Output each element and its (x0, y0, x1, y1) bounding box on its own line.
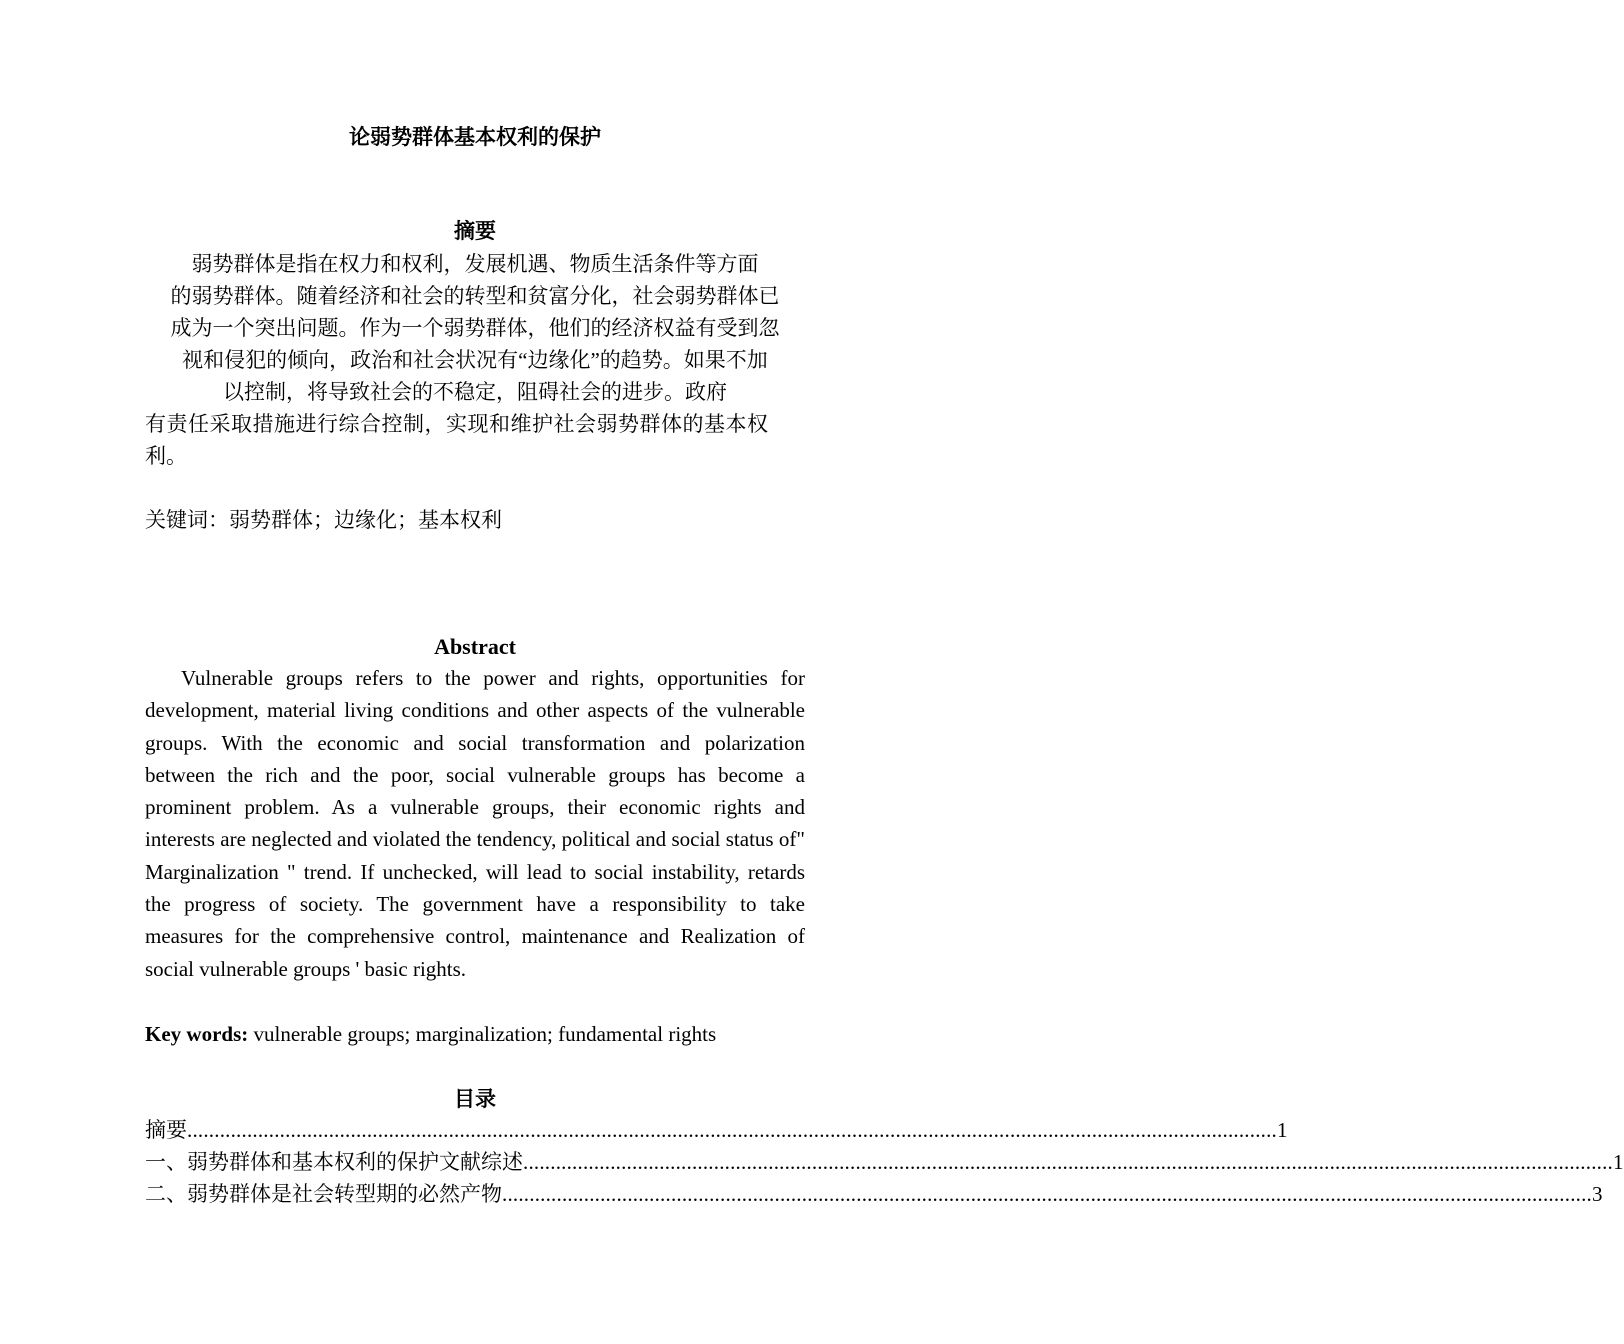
cn-abstract-line: 以控制，将导致社会的不稳定，阻碍社会的进步。政府 (223, 380, 727, 404)
toc-leader-dots: ........................................................................................................................................................................................................ (523, 1150, 1613, 1174)
table-of-contents (145, 1114, 1624, 1210)
toc-entry[interactable] (145, 1146, 1624, 1178)
toc-entry-page: 3 (1592, 1182, 1603, 1206)
toc-entry-label: 一、弱势群体和基本权利的保护文献综述 (145, 1150, 523, 1174)
cn-abstract-heading: 摘要 (454, 219, 496, 243)
en-abstract-heading: Abstract (434, 634, 516, 659)
en-keywords-text: vulnerable groups; marginalization; fundamental rights (248, 1022, 717, 1046)
toc-entry[interactable] (145, 1178, 1603, 1210)
cn-abstract-line: 的弱势群体。随着经济和社会的转型和贫富分化，社会弱势群体已 (170, 284, 780, 308)
cn-abstract-line: 视和侵犯的倾向，政治和社会状况有“边缘化”的趋势。如果不加 (182, 348, 768, 372)
toc-entry[interactable] (145, 1114, 1288, 1146)
cn-abstract-line: 有责任采取措施进行综合控制，实现和维护社会弱势群体的基本权 (145, 412, 769, 436)
toc-leader-dots: ........................................................................................................................................................................................................ (502, 1182, 1592, 1206)
en-abstract-body: Vulnerable groups refers to the power and rights, opportunities for development, material living conditions and other aspects of the vulnerable groups. With the economic and social transformation and polarization between the rich and the poor, social vulnerable groups has become a prominent problem. As a vulnerable groups, their economic rights and interests are neglected and violated the tendency, political and social status of" Marginalization " trend. If unchecked, will lead to social instability, retards the progress of society. The government have a responsibility to take measures for the comprehensive control, maintenance and Realization of social vulnerable groups ' basic rights. (145, 666, 805, 981)
paper-title: 论弱势群体基本权利的保护 (349, 125, 601, 149)
toc-entry-label: 摘要 (145, 1118, 187, 1142)
en-keywords-label: Key words: (145, 1022, 249, 1046)
toc-heading: 目录 (454, 1087, 496, 1111)
cn-abstract-line: 弱势群体是指在权力和权利，发展机遇、物质生活条件等方面 (191, 252, 759, 276)
cn-abstract-line: 成为一个突出问题。作为一个弱势群体，他们的经济权益有受到忽 (170, 316, 780, 340)
cn-abstract-line: 利。 (145, 444, 187, 468)
toc-entry-page: 1 (1613, 1150, 1624, 1174)
toc-entry-label: 二、弱势群体是社会转型期的必然产物 (145, 1182, 502, 1206)
toc-entry-page: 1 (1277, 1118, 1288, 1142)
en-keywords (145, 1018, 716, 1050)
toc-leader-dots: ........................................................................................................................................................................................................ (187, 1118, 1277, 1142)
cn-keywords: 关键词：弱势群体；边缘化；基本权利 (145, 508, 502, 532)
cn-abstract-body (145, 248, 805, 472)
